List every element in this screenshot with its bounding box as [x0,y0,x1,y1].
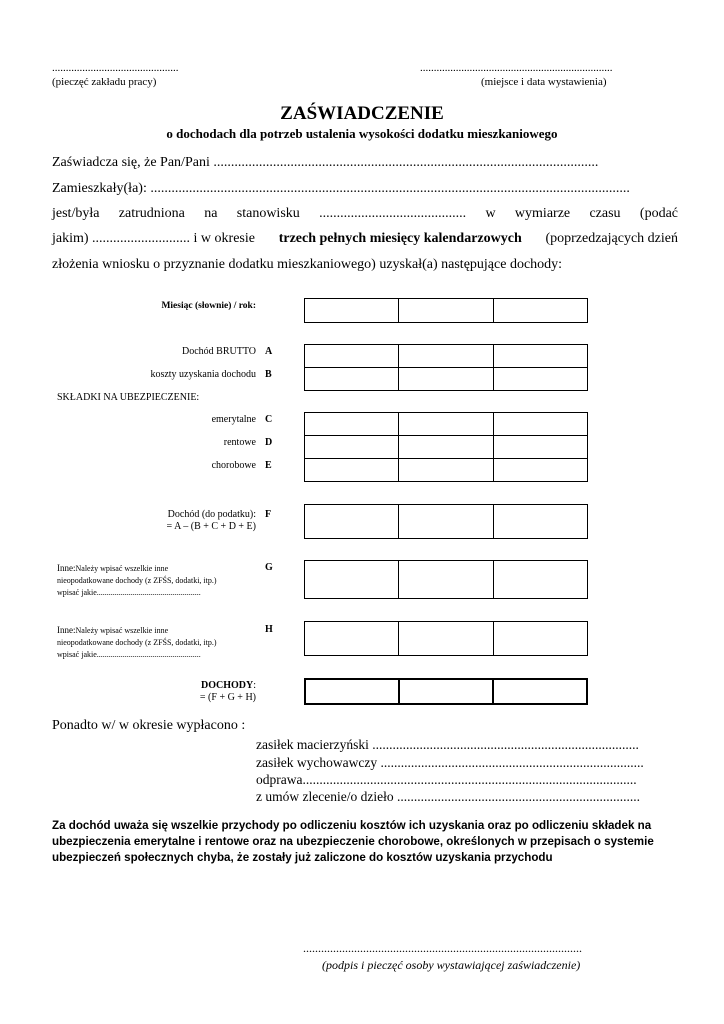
place-date-dots: ...................................................................... [420,62,613,74]
other-income-h-label [57,624,217,661]
total-label-colon: : [253,680,256,691]
pension-letter: C [265,414,273,425]
gross-row [305,345,587,367]
disability-cell-1[interactable] [305,436,398,458]
costs-row [305,367,587,390]
other-h-letter: H [265,624,273,635]
signature-dots: ............................................................................................. [303,941,582,955]
document-subtitle: o dochodach dla potrzeb ustalenia wysokości dodatku mieszkaniowego [166,126,558,141]
intro-period-post: (poprzedzających dzień [545,231,678,246]
other-g-cell-2[interactable] [398,561,492,598]
other-g-row [304,560,588,599]
paid-maternity: zasiłek macierzyński ............................................................................... [256,737,639,752]
other-income-g-label [57,562,217,599]
taxable-cell-3[interactable] [493,505,587,538]
note-line-3: ubezpieczeń społecznych chyba, że zostały już zaliczone do kosztów uzyskania przychodu [52,851,553,864]
other-g-line3: wpisać jakie.................................................... [57,588,201,597]
total-cell-3[interactable] [492,680,586,703]
pension-cell-3[interactable] [493,413,587,435]
total-row [304,678,588,705]
pension-cell-2[interactable] [398,413,492,435]
signature-caption: (podpis i pieczęć osoby wystawiającej zaświadczenie) [322,958,581,972]
costs-label: koszty uzyskania dochodu [150,369,256,380]
month-cell-2[interactable] [398,299,492,322]
insurance-header: SKŁADKI NA UBEZPIECZENIE: [57,392,200,403]
total-formula: = (F + G + H) [199,692,256,703]
gross-cell-3[interactable] [493,345,587,367]
total-label [140,680,256,691]
note-line-1: Za dochód uważa się wszelkie przychody po odliczeniu kosztów ich uzyskania oraz po odliczeniu składek na [52,819,652,832]
intro-period-pre: jakim) ............................ i w okresie [52,231,255,246]
disability-cell-3[interactable] [493,436,587,458]
intro-line-address: Zamieszkały(ła): ......................................................................................................................................... [52,181,630,196]
note-line-2: ubezpieczenia emerytalne i rentowe oraz na ubezpieczenie chorobowe, określonych w przepisach o systemie [52,835,654,848]
total-cell-2[interactable] [398,680,492,703]
intro-line-name: Zaświadcza się, że Pan/Pani .............................................................................................................. [52,155,599,170]
costs-letter: B [265,369,272,380]
paid-childcare: zasiłek wychowawczy .............................................................................. [256,755,644,770]
other-g-letter: G [265,562,273,573]
intro-line-income: złożenia wniosku o przyznanie dodatku mieszkaniowego) uzyskał(a) następujące dochody: [52,257,563,272]
other-g-line1: Należy wpisać wszelkie inne [75,564,169,573]
gross-label: Dochód BRUTTO [182,346,256,357]
sickness-letter: E [265,460,272,471]
taxable-row [304,504,588,539]
disability-label: rentowe [223,437,256,448]
pension-label: emerytalne [211,414,256,425]
other-h-cell-1[interactable] [305,622,398,655]
pension-row [305,413,587,435]
gross-cell-2[interactable] [398,345,492,367]
document-title: ZAŚWIADCZENIE [280,103,444,124]
total-cell-1[interactable] [306,680,398,703]
total-label-text: DOCHODY [200,680,254,691]
gross-cell-1[interactable] [305,345,398,367]
taxable-cell-2[interactable] [398,505,492,538]
other-g-line2: nieopodatkowane dochody (z ZFŚS, dodatki, itp.) [57,576,217,585]
income-definition-note [52,818,654,866]
other-g-prefix: Inne: [57,563,76,573]
stamp-caption: (pieczęć zakładu pracy) [52,76,157,88]
sickness-row [305,458,587,481]
intro-line-period [52,231,678,247]
other-h-cell-3[interactable] [493,622,587,655]
paid-contracts: z umów zlecenie/o dzieło ........................................................................ [256,789,640,804]
other-h-prefix: Inne: [57,625,76,635]
gross-costs-block [304,344,588,391]
other-h-line2: nieopodatkowane dochody (z ZFŚS, dodatki, itp.) [57,638,217,647]
sickness-cell-3[interactable] [493,459,587,481]
paid-intro: Ponadto w/ w okresie wypłacono : [52,718,246,733]
disability-row [305,435,587,458]
disability-cell-2[interactable] [398,436,492,458]
stamp-dots: .............................................. [52,62,179,74]
sickness-cell-1[interactable] [305,459,398,481]
month-label: Miesiąc (słownie) / rok: [161,301,256,311]
intro-line-position: jest/była zatrudniona na stanowisku .......................................... w wymiarze czasu (podać [52,206,678,221]
paid-severance: odprawa................................................................................................... [256,772,637,787]
costs-cell-1[interactable] [305,368,398,390]
intro-period-bold: trzech pełnych miesięcy kalendarzowych [278,231,522,246]
costs-cell-2[interactable] [398,368,492,390]
place-date-caption: (miejsce i data wystawienia) [481,76,607,88]
other-h-row [304,621,588,656]
taxable-cell-1[interactable] [305,505,398,538]
month-row [304,298,588,323]
disability-letter: D [265,437,273,448]
taxable-label: Dochód (do podatku): [167,509,256,520]
taxable-letter: F [265,509,272,520]
taxable-formula: = A – (B + C + D + E) [166,521,256,532]
other-h-line3: wpisać jakie.................................................... [57,650,201,659]
sickness-label: chorobowe [211,460,256,471]
costs-cell-3[interactable] [493,368,587,390]
month-cell-3[interactable] [493,299,587,322]
other-g-cell-3[interactable] [493,561,587,598]
insurance-block [304,412,588,482]
sickness-cell-2[interactable] [398,459,492,481]
month-cell-1[interactable] [305,299,398,322]
gross-letter: A [265,346,273,357]
pension-cell-1[interactable] [305,413,398,435]
other-h-line1: Należy wpisać wszelkie inne [75,626,169,635]
other-g-cell-1[interactable] [305,561,398,598]
other-h-cell-2[interactable] [398,622,492,655]
